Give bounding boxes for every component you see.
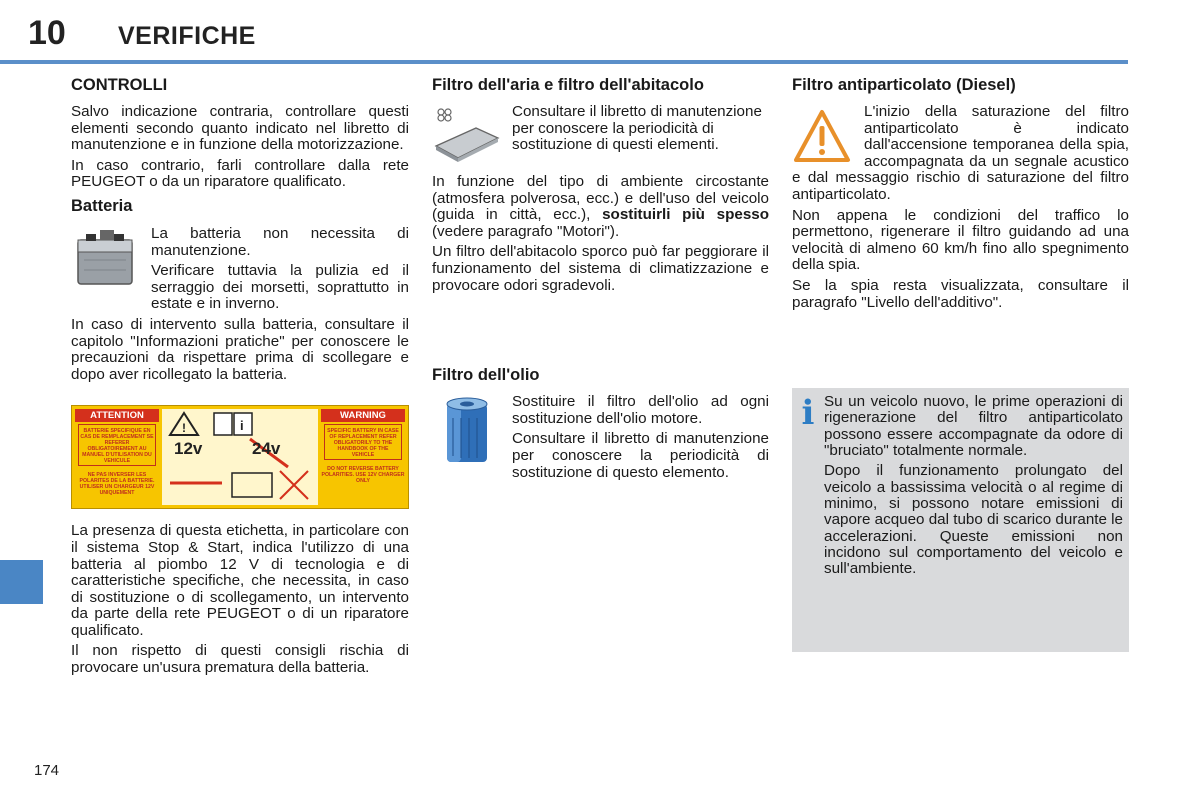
stop-start-paragraph: La presenza di questa etichetta, in particolare con il sistema Stop & Start, indica l'utilizzo di una batteria al piombo 12 V di tecnologia e di caratteristiche specifiche, che necessita, in caso di sostituzione o di scollegamento, un intervento da parte della rete PEUGEOT o di un riparatore qualificato. [71,522,409,639]
warning-triangle-icon [792,108,852,170]
controlli-paragraph-2: In caso contrario, farli controllare dalla rete PEUGEOT o da un riparatore qualificato. [71,156,409,191]
battery-paragraph-3: In caso di intervento sulla batteria, consultare il capitolo "Informazioni pratiche" per conoscere le precauzioni da rispettare prima di scollegare e dopo aver ricollegato la batteria. [71,315,409,383]
column-controlli [71,76,409,681]
section-heading-controlli: CONTROLLI [71,76,168,94]
battery-paragraph-1: La batteria non necessita di manutenzione. [151,224,409,259]
air-filter-paragraph-1: Consultare il libretto di manutenzione per conoscere la periodicità di sostituzione di questi elementi. [512,103,762,154]
air-filter-icon [432,104,502,164]
battery-final-paragraph: Il non rispetto di questi consigli rischia di provocare un'usura prematura della batteria. [71,642,409,677]
chapter-number: 10 [28,14,66,52]
column-filters [432,76,769,485]
air-filter-paragraph-3: Un filtro dell'abitacolo sporco può far peggiorare il funzionamento del sistema di climatizzazione e provocare odori sgradevoli. [432,243,769,294]
particulate-paragraph-1: L'inizio della saturazione del filtro antiparticolato è indicato dall'accensione temporanea della spia, accompagnata da un segnale acustico e dal messaggio rischio di saturazione del filtro antiparticolato. [792,103,1129,203]
label-right-warning-text: DO NOT REVERSE BATTERY POLARITIES. USE 12V CHARGER ONLY [321,466,405,485]
page-number: 174 [34,762,60,779]
oil-filter-paragraph-2: Consultare il libretto di manutenzione per conoscere la periodicità di sostituzione di questo elemento. [512,430,769,481]
oil-filter-block [432,394,769,485]
oil-filter-icon [432,394,502,485]
label-center-panel [162,409,318,505]
particulate-paragraph-2: Non appena le condizioni del traffico lo permettono, rigenerare il filtro guidando ad una velocità di almeno 60 km/h fino allo spegnimento della spia. [792,206,1129,274]
battery-heading: Batteria [71,196,133,215]
particulate-paragraph-3: Se la spia resta visualizzata, consultare il paragrafo "Livello dell'additivo". [792,276,1129,311]
battery-paragraph-2: Verificare tuttavia la pulizia ed il serraggio dei morsetti, soprattutto in estate e in inverno. [151,262,409,313]
column-particulate-filter [792,76,1129,652]
label-voltage-no: 24v [252,439,281,459]
label-left-panel [75,409,159,505]
label-right-panel [321,409,405,505]
battery-warning-label [71,405,409,509]
air-filter-paragraph-2-post: (vedere paragrafo "Motori"). [432,222,620,240]
particulate-filter-heading: Filtro antiparticolato (Diesel) [792,76,1016,94]
battery-icon [71,226,141,317]
air-filter-paragraph-2-pre: In funzione del tipo di ambiente circostante (atmosfera polverosa, ecc.) e dell'uso del veicolo (guida in città, ecc.), [432,173,769,224]
info-box [792,388,1129,652]
info-paragraph-2: Dopo il funzionamento prolungato del veicolo a bassissima velocità o al regime di minimo, si possono notare emissioni di vapore acqueo dal tubo di scarico durante le accelerazioni. Queste emissioni non incidono sul comportamento del veicolo e sull'ambiente. [824,462,1123,578]
info-icon: i [801,393,815,434]
battery-block [71,226,409,317]
oil-filter-heading: Filtro dell'olio [432,366,540,385]
svg-text:!: ! [182,421,186,436]
header-rule [0,60,1128,64]
particulate-filter-block [792,104,1129,204]
label-left-warning-text: NE PAS INVERSER LES POLARITES DE LA BATTERIE. UTILISER UN CHARGEUR 12V UNIQUEMENT [79,472,155,497]
chapter-side-tab [0,560,43,604]
chapter-title: VERIFICHE [118,22,256,50]
label-left-box-text: BATTERIE SPECIFIQUE EN CAS DE REMPLACEMENT SE REFERER OBLIGATOIREMENT AU MANUEL D'UTILISATION DU VEHICULE [80,428,154,465]
air-filter-paragraph-2 [432,174,769,240]
oil-filter-paragraph-1: Sostituire il filtro dell'olio ad ogni sostituzione dell'olio motore. [512,393,769,427]
label-attention-title: ATTENTION [75,409,159,422]
label-right-box-text: SPECIFIC BATTERY IN CASE OF REPLACEMENT REFER OBLIGATORILY TO THE HANDBOOK OF THE VEHICLE [327,428,399,459]
label-voltage-ok: 12v [174,439,203,459]
info-paragraph-1: Su un veicolo nuovo, le prime operazioni di rigenerazione del filtro antiparticolato possono essere accompagnate da odore di "bruciato" totalmente normale. [824,393,1123,460]
label-warning-title: WARNING [321,409,405,422]
svg-text:i: i [240,418,244,434]
air-filter-heading: Filtro dell'aria e filtro dell'abitacolo [432,76,704,94]
air-filter-paragraph-2-bold: sostituirli più spesso [602,206,769,224]
air-filter-block [432,104,769,164]
controlli-paragraph-1: Salvo indicazione contraria, controllare questi elementi secondo quanto indicato nel libretto di manutenzione e in funzione della motorizzazione. [71,103,409,154]
